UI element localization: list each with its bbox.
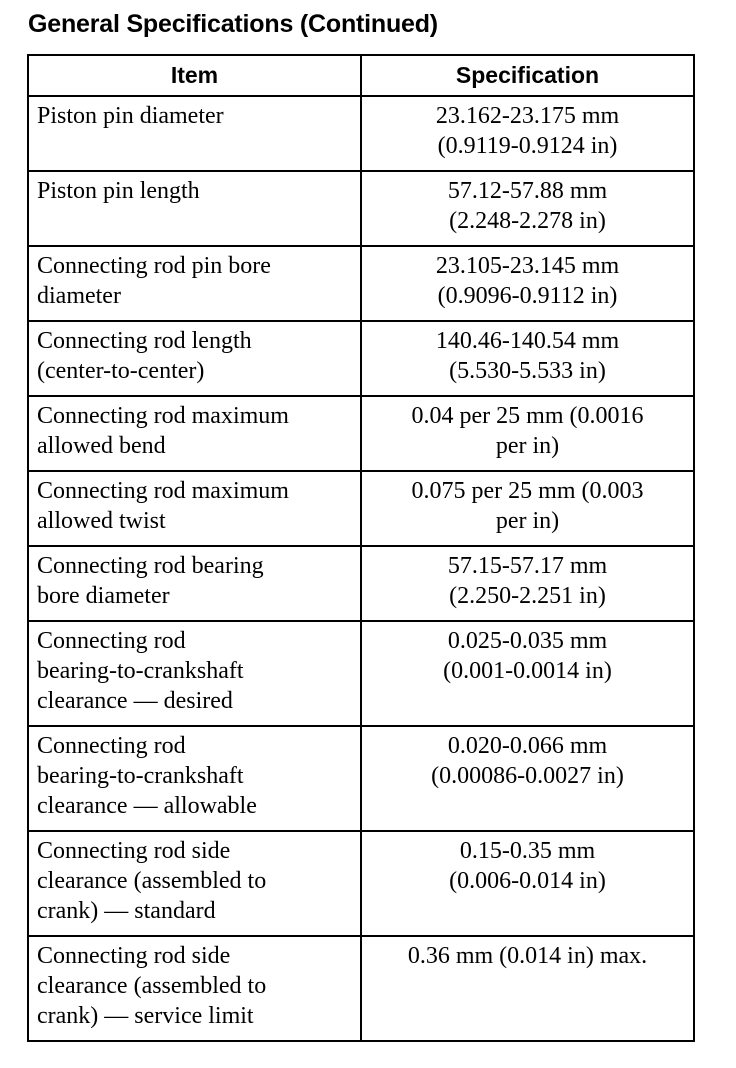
item-text-line: Connecting rod length (37, 328, 252, 354)
specification-cell (361, 936, 694, 1041)
item-cell (28, 171, 361, 246)
item-text-line: Piston pin length (37, 178, 200, 204)
table-row (28, 321, 694, 396)
item-text-line: bore diameter (37, 583, 170, 609)
specification-text-line: 57.15-57.17 mm (447, 553, 608, 579)
item-text-line: Connecting rod bearing (37, 553, 264, 579)
item-text-line: allowed twist (37, 508, 166, 534)
item-cell (28, 471, 361, 546)
specification-text-line: (0.001-0.0014 in) (443, 658, 612, 684)
specification-text-line: 0.04 per 25 mm (0.0016 (411, 403, 644, 429)
specification-text-line: 57.12-57.88 mm (447, 178, 608, 204)
item-text-line: Connecting rod side (37, 838, 231, 864)
item-cell (28, 726, 361, 831)
column-header-item: Item (28, 55, 361, 96)
item-cell (28, 96, 361, 171)
item-text-line: allowed bend (37, 433, 166, 459)
table-row (28, 726, 694, 831)
item-text-line: clearance (assembled to (37, 973, 267, 999)
table-row (28, 171, 694, 246)
specification-text-line: 0.075 per 25 mm (0.003 (411, 478, 644, 504)
item-cell (28, 936, 361, 1041)
column-header-specification: Specification (361, 55, 694, 96)
specification-text-line: (5.530-5.533 in) (449, 358, 606, 384)
table-row (28, 96, 694, 171)
specification-text-line: per in) (495, 433, 560, 459)
table-row (28, 396, 694, 471)
table-body (28, 96, 694, 1041)
item-text-line: bearing-to-crankshaft (37, 658, 244, 684)
item-text-line: clearance (assembled to (37, 868, 267, 894)
specification-text-line: (0.9096-0.9112 in) (437, 283, 618, 309)
specification-text-line: 0.15-0.35 mm (459, 838, 596, 864)
specification-text-line: (0.9119-0.9124 in) (437, 133, 618, 159)
specification-cell (361, 726, 694, 831)
item-text-line: crank) — service limit (37, 1003, 254, 1029)
item-text-line: Connecting rod side (37, 943, 231, 969)
specification-cell (361, 831, 694, 936)
item-text-line: clearance — allowable (37, 793, 257, 819)
specification-text-line: 0.36 mm (0.014 in) max. (407, 943, 648, 969)
specification-text-line: 0.020-0.066 mm (447, 733, 608, 759)
specification-cell (361, 96, 694, 171)
item-text-line: Connecting rod pin bore (37, 253, 271, 279)
specification-text-line: 0.025-0.035 mm (447, 628, 608, 654)
item-cell (28, 396, 361, 471)
specification-cell (361, 171, 694, 246)
item-text-line: crank) — standard (37, 898, 216, 924)
item-text-line: Connecting rod (37, 628, 186, 654)
table-row (28, 936, 694, 1041)
specification-text-line: 23.162-23.175 mm (435, 103, 620, 129)
specification-cell (361, 546, 694, 621)
item-text-line: Connecting rod maximum (37, 403, 289, 429)
table-header-row (28, 55, 694, 96)
item-text-line: Connecting rod maximum (37, 478, 289, 504)
specification-text-line: 140.46-140.54 mm (435, 328, 620, 354)
specification-text-line: (2.250-2.251 in) (449, 583, 606, 609)
specification-cell (361, 396, 694, 471)
item-text-line: clearance — desired (37, 688, 233, 714)
table-row (28, 621, 694, 726)
table-row (28, 471, 694, 546)
specification-text-line: (0.006-0.014 in) (449, 868, 606, 894)
specification-text-line: (2.248-2.278 in) (449, 208, 606, 234)
table-row (28, 831, 694, 936)
item-text-line: (center-to-center) (37, 358, 205, 384)
specification-cell (361, 471, 694, 546)
item-text-line: diameter (37, 283, 121, 309)
item-text-line: Piston pin diameter (37, 103, 224, 129)
item-cell (28, 246, 361, 321)
item-cell (28, 621, 361, 726)
item-cell (28, 546, 361, 621)
page-title: General Specifications (Continued) (28, 10, 438, 38)
specification-cell (361, 621, 694, 726)
item-text-line: Connecting rod (37, 733, 186, 759)
specification-text-line: 23.105-23.145 mm (435, 253, 620, 279)
specifications-table (27, 54, 695, 1042)
item-cell (28, 831, 361, 936)
specification-cell (361, 246, 694, 321)
item-text-line: bearing-to-crankshaft (37, 763, 244, 789)
specification-cell (361, 321, 694, 396)
specification-text-line: per in) (495, 508, 560, 534)
specification-text-line: (0.00086-0.0027 in) (431, 763, 624, 789)
table-row (28, 246, 694, 321)
item-cell (28, 321, 361, 396)
table-row (28, 546, 694, 621)
